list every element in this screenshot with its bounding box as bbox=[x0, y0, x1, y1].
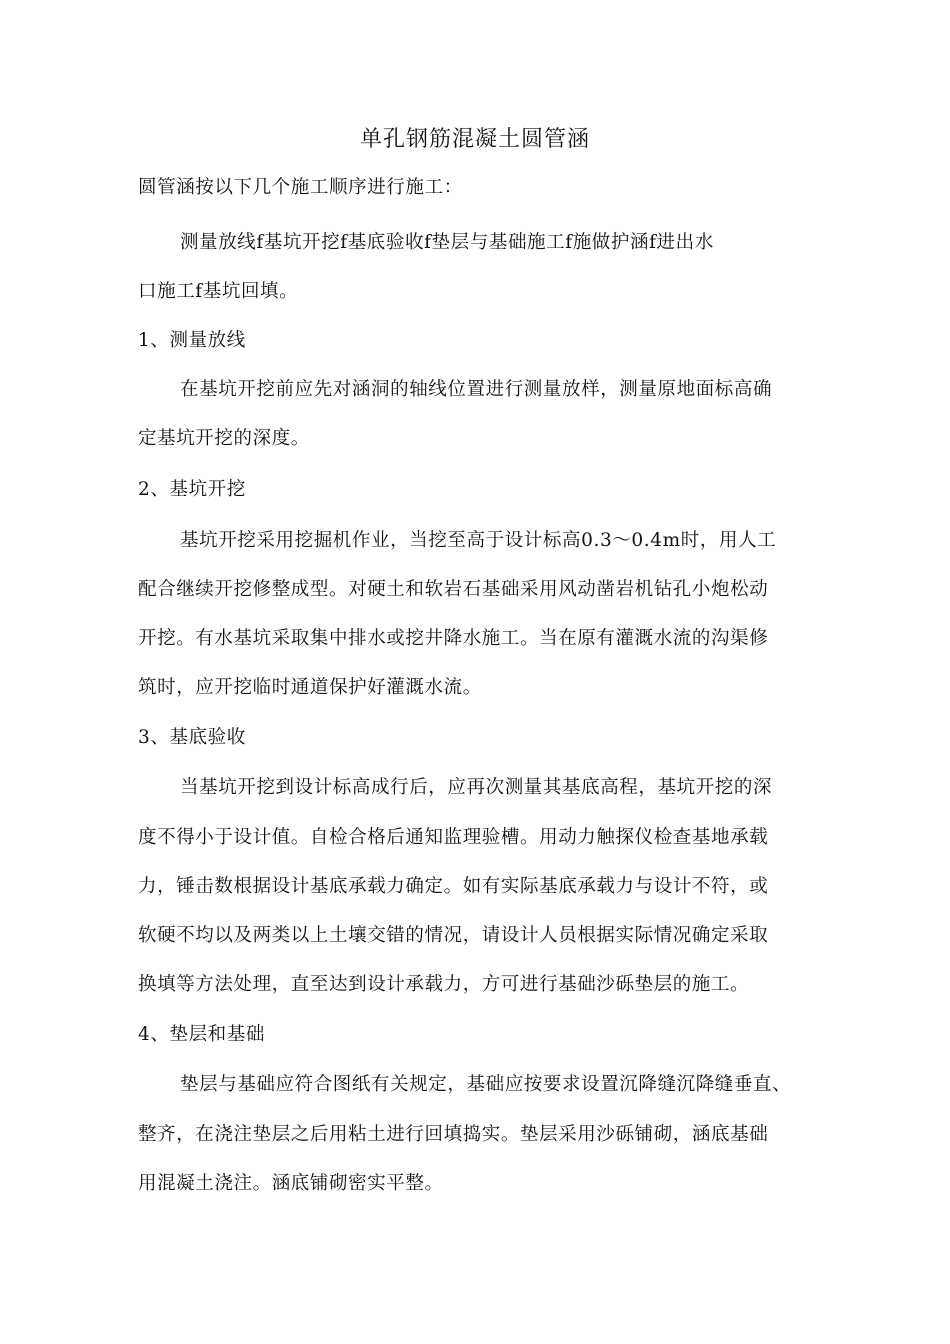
section-4-line-2: 整齐，在浇注垫层之后用粘土进行回填捣实。垫层采用沙砾铺砌，涵底基础 bbox=[138, 1124, 769, 1145]
sequence-line-1: 测量放线f基坑开挖f基底验收f垫层与基础施工f施做护涵f进出水 bbox=[180, 232, 714, 253]
section-4-line-1: 垫层与基础应符合图纸有关规定，基础应按要求设置沉降缝沉降缝垂直、 bbox=[180, 1074, 792, 1095]
section-3-line-4: 软硬不均以及两类以上土壤交错的情况，请设计人员根据实际情况确定采取 bbox=[138, 925, 769, 946]
section-heading-1: 1、测量放线 bbox=[138, 330, 246, 351]
section-heading-2: 2、基坑开挖 bbox=[138, 479, 246, 500]
section-2-line-2: 配合继续开挖修整成型。对硬土和软岩石基础采用风动凿岩机钻孔小炮松动 bbox=[138, 579, 769, 600]
sequence-line-2: 口施工f基坑回填。 bbox=[138, 281, 299, 302]
section-heading-3: 3、基底验收 bbox=[138, 727, 246, 748]
section-1-line-2: 定基坑开挖的深度。 bbox=[138, 428, 310, 449]
section-1-line-1: 在基坑开挖前应先对涵洞的轴线位置进行测量放样，测量原地面标高确 bbox=[180, 379, 773, 400]
section-heading-4: 4、垫层和基础 bbox=[138, 1024, 265, 1045]
section-3-line-3: 力，锤击数根据设计基底承载力确定。如有实际基底承载力与设计不符，或 bbox=[138, 876, 769, 897]
section-2-line-3: 开挖。有水基坑采取集中排水或挖井降水施工。当在原有灌溉水流的沟渠修 bbox=[138, 628, 769, 649]
section-4-line-3: 用混凝土浇注。涵底铺砌密实平整。 bbox=[138, 1173, 444, 1194]
section-3-line-1: 当基坑开挖到设计标高成行后，应再次测量其基底高程，基坑开挖的深 bbox=[180, 777, 773, 798]
section-2-line-4: 筑时，应开挖临时通道保护好灌溉水流。 bbox=[138, 677, 482, 698]
document-title: 单孔钢筋混凝土圆管涵 bbox=[359, 127, 590, 152]
intro-line: 圆管涵按以下几个施工顺序进行施工： bbox=[138, 177, 463, 198]
section-3-line-2: 度不得小于设计值。自检合格后通知监理验槽。用动力触探仪检查基地承载 bbox=[138, 827, 769, 848]
section-2-line-1: 基坑开挖采用挖掘机作业，当挖至高于设计标高0.3〜0.4m时，用人工 bbox=[180, 530, 777, 551]
section-3-line-5: 换填等方法处理，直至达到设计承载力，方可进行基础沙砾垫层的施工。 bbox=[138, 974, 750, 995]
